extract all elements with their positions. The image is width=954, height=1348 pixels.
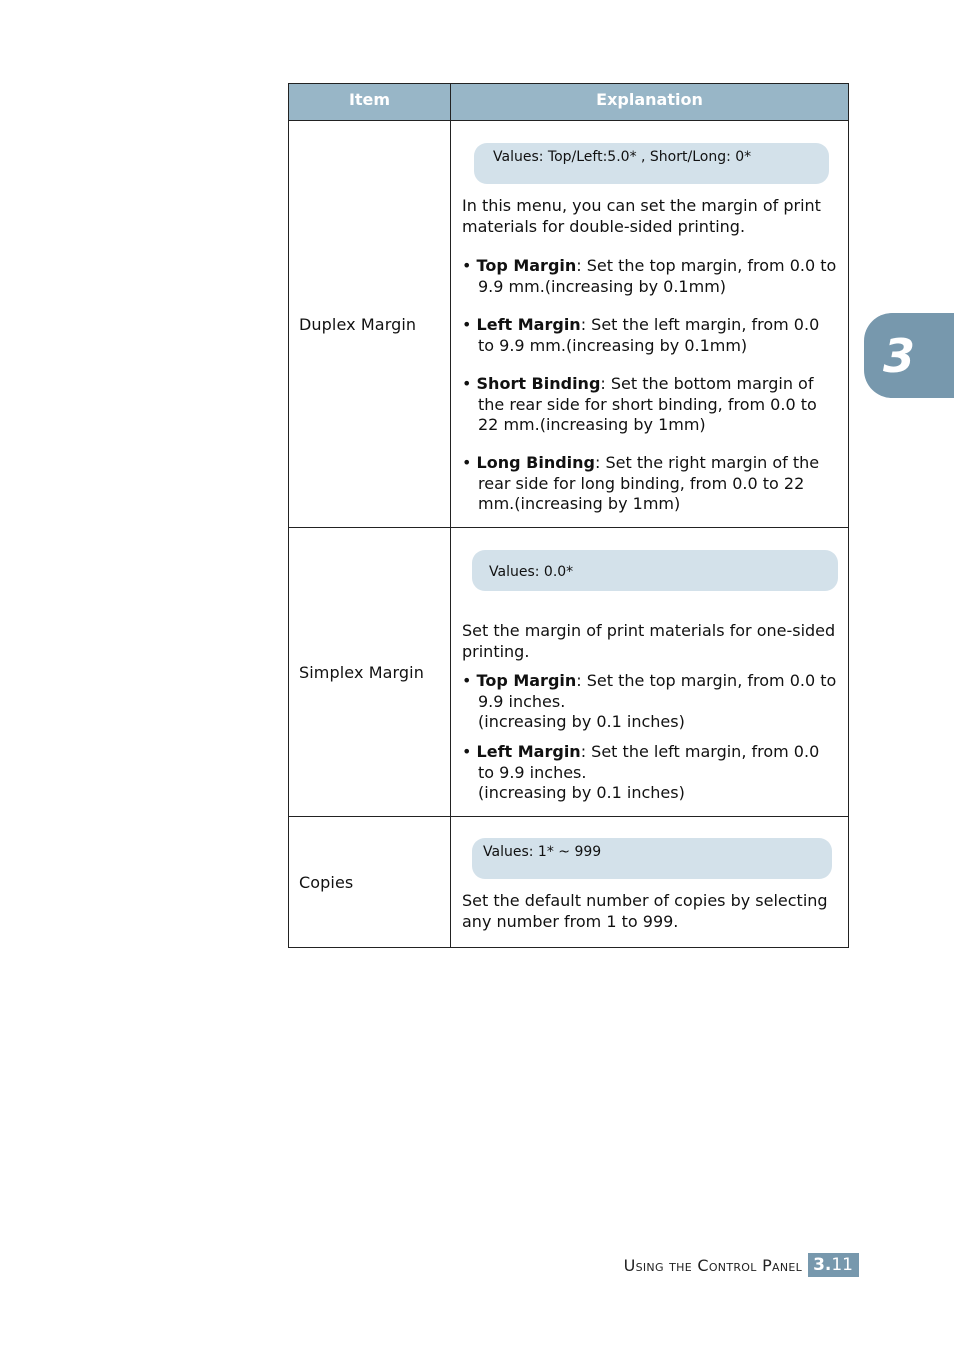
explanation-cell xyxy=(451,528,848,816)
bullet-item: • Top Margin: Set the top margin, from 0.0 to 9.9 mm.(increasing by 0.1mm) xyxy=(462,256,837,296)
footer-title: Using the Control Panel xyxy=(623,1255,803,1275)
explanation-cell xyxy=(451,121,848,527)
item-label: Duplex Margin xyxy=(289,121,451,527)
table-header xyxy=(289,84,848,121)
explanation-cell xyxy=(451,817,848,947)
item-label: Copies xyxy=(289,817,451,947)
page-footer xyxy=(624,1253,859,1277)
description: Set the margin of print materials for one-sided printing. xyxy=(462,621,836,661)
item-label: Simplex Margin xyxy=(289,528,451,816)
values-badge: Values: 1* ~ 999 xyxy=(472,838,832,879)
table-row-simplex-margin xyxy=(289,528,848,817)
table-row-copies xyxy=(289,817,848,947)
bullet-item: • Left Margin: Set the left margin, from 0.0 to 9.9 mm.(increasing by 0.1mm) xyxy=(462,315,820,355)
bullet-item: • Short Binding: Set the bottom margin of the rear side for short binding, from 0.0 to 22 mm.(increasing by 1mm) xyxy=(462,374,817,434)
header-item: Item xyxy=(289,84,451,120)
values-badge: Values: 0.0* xyxy=(472,550,838,591)
description: Set the default number of copies by selecting any number from 1 to 999. xyxy=(462,891,828,931)
header-explanation: Explanation xyxy=(596,89,703,109)
settings-table xyxy=(288,83,849,948)
bullet-item: • Left Margin: Set the left margin, from 0.0 to 9.9 inches. (increasing by 0.1 inches) xyxy=(462,742,820,802)
page-number: 3.11 xyxy=(808,1253,859,1277)
description: In this menu, you can set the margin of print materials for double-sided printing. xyxy=(462,196,821,236)
bullet-item: • Top Margin: Set the top margin, from 0.0 to 9.9 inches. (increasing by 0.1 inches) xyxy=(462,671,837,731)
chapter-tab: 3 xyxy=(864,313,954,398)
bullet-item: • Long Binding: Set the right margin of the rear side for long binding, from 0.0 to 22 mm.(increasing by 1mm) xyxy=(462,453,820,513)
table-row-duplex-margin xyxy=(289,121,848,528)
values-badge: Values: Top/Left:5.0* , Short/Long: 0* xyxy=(474,143,829,184)
